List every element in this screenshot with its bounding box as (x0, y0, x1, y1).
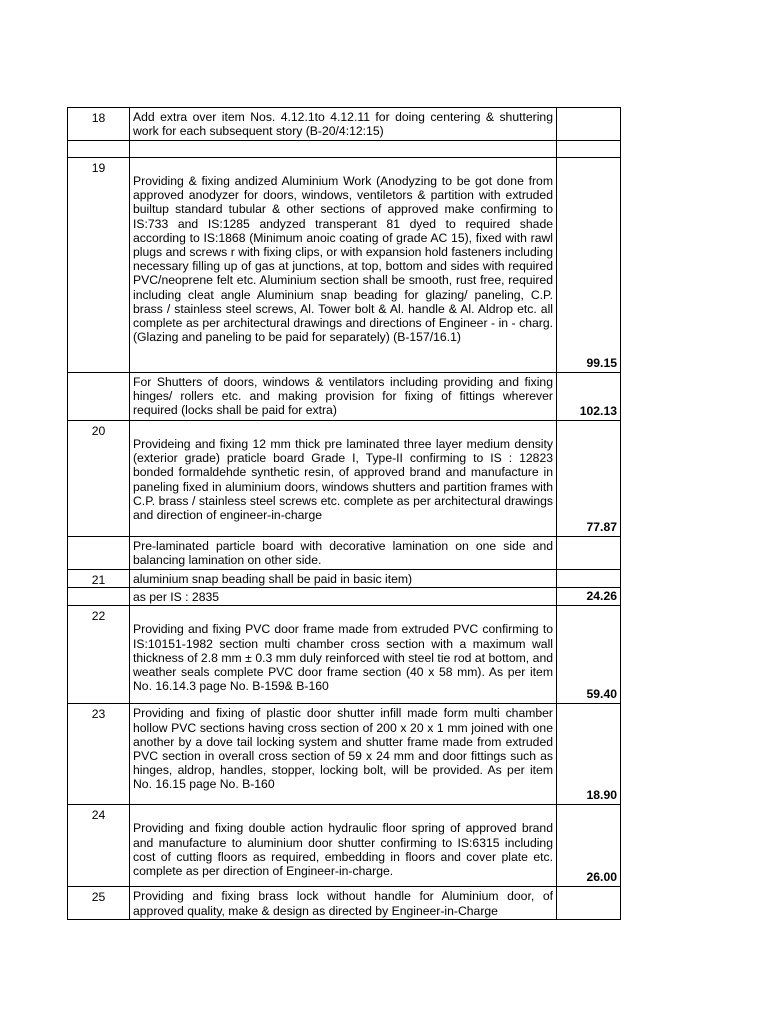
table-row (68, 570, 621, 588)
table-row (68, 373, 621, 421)
item-number-cell: 22 (68, 606, 130, 704)
table-row (68, 704, 621, 805)
description-text: as per IS : 2835 (133, 590, 220, 605)
rate-cell (557, 537, 621, 570)
description-spacer (133, 423, 553, 437)
description-cell (130, 887, 557, 919)
item-number-cell (68, 141, 130, 158)
table-row (68, 606, 621, 704)
schedule-table-body (68, 108, 621, 920)
description-cell (130, 537, 557, 570)
item-number-cell: 23 (68, 704, 130, 805)
description-text: Providing & fixing andized Aluminium Work (Anodyzing to be got done from approved anodyzer for doors, windows, ventiletors & partition with extruded builtup standard tubular & other sections of approved make confirming to IS:733 and IS:1285 andyzed transperant 81 dyed to required shade according to IS:1868 (Minimum anoic coating of grade AC 15), fixed with rawl plugs and screws r with fixing clips, or with expansion hold fasteners including necessary filling up of gas at junctions, at top, bottom and sides with required PVC/neoprene felt etc. Aluminium section shall be smooth, rust free, required including cleat angle Aluminium snap beading for glazing/ paneling, C.P. brass / stainless steel screws, Al. Tower bolt & Al. handle & Al. Aldrop etc. all complete as per architectural drawings and directions of Engineer - in - charg. (Glazing and paneling to be paid for separately) (B-157/16.1) (133, 174, 553, 345)
description-spacer (133, 608, 553, 622)
description-cell (130, 141, 557, 158)
rate-cell: 77.87 (557, 421, 621, 537)
rate-cell: 102.13 (557, 373, 621, 421)
table-row (68, 537, 621, 570)
description-text: Add extra over item Nos. 4.12.1to 4.12.11 for doing centering & shuttering work for each subsequent story (B-20/4:12:15) (133, 110, 553, 139)
rate-cell (557, 570, 621, 588)
description-cell (130, 805, 557, 887)
description-text: Providing and fixing brass lock without handle for Aluminium door, of approved quality, make & design as directed by Engineer-in-Charge (133, 889, 553, 918)
table-row (68, 887, 621, 919)
rate-cell: 59.40 (557, 606, 621, 704)
rate-cell: 26.00 (557, 805, 621, 887)
description-text: Providing and fixing of plastic door shutter infill made form multi chamber hollow PVC sections having cross section of 200 x 20 x 1 mm joined with one another by a dove tail locking system and shutter frame made from extruded PVC section in overall cross section of 59 x 24 mm and door fittings such as hinges, aldrop, handles, stopper, locking bolt, will be provided. As per item No. 16.15 page No. B-160 (133, 706, 553, 792)
rate-cell: 18.90 (557, 704, 621, 805)
rate-cell (557, 887, 621, 919)
description-cell (130, 373, 557, 421)
item-number-cell (68, 588, 130, 606)
description-text: For Shutters of doors, windows & ventilators including providing and fixing hinges/ rollers etc. and making provision for fixing of fittings wherever required (locks shall be paid for extra) (133, 375, 553, 418)
item-number-cell: 20 (68, 421, 130, 537)
description-text: Providing and fixing PVC door frame made from extruded PVC confirming to IS:10151-1982 section multi chamber cross section with a maximum wall thickness of 2.8 mm ± 0.3 mm duly reinforced with steel tie rod at bottom, and weather seals complete PVC door frame section (40 x 58 mm). As per item No. 16.14.3 page No. B-159& B-160 (133, 622, 553, 694)
description-text: Providing and fixing double action hydraulic floor spring of approved brand and manufacture to aluminium door shutter confirming to IS:6315 including cost of cutting floors as required, embedding in floors and cover plate etc. complete as per direction of Engineer-in-charge. (133, 821, 553, 879)
item-number-cell: 21 (68, 570, 130, 588)
description-text: Pre-laminated particle board with decorative lamination on one side and balancing lamination on other side. (133, 539, 553, 568)
table-row (68, 421, 621, 537)
table-row (68, 805, 621, 887)
description-cell (130, 588, 557, 606)
item-number-cell: 19 (68, 158, 130, 373)
rate-cell (557, 108, 621, 141)
rate-cell (557, 141, 621, 158)
item-number-cell (68, 537, 130, 570)
rate-cell: 99.15 (557, 158, 621, 373)
description-text: Provideing and fixing 12 mm thick pre laminated three layer medium density (exterior grade) praticle board Grade I, Type-II confirming to IS : 12823 bonded formaldehde synthetic resin, of approved brand and manufacture in paneling fixed in aluminium doors, windows shutters and partition frames with C.P. brass / stainless steel screws etc. complete as per architectural drawings and direction of engineer-in-charge (133, 437, 553, 523)
item-number-cell: 24 (68, 805, 130, 887)
description-cell (130, 606, 557, 704)
description-cell (130, 158, 557, 373)
item-number-cell: 25 (68, 887, 130, 919)
description-cell (130, 704, 557, 805)
rate-cell: 24.26 (557, 588, 621, 606)
schedule-table (67, 107, 621, 920)
table-row (68, 158, 621, 373)
description-spacer (133, 160, 553, 174)
description-cell (130, 108, 557, 141)
table-row (68, 141, 621, 158)
table-row (68, 588, 621, 606)
description-spacer (133, 807, 553, 821)
description-text: aluminium snap beading shall be paid in basic item) (133, 572, 413, 586)
description-cell (130, 570, 557, 588)
item-number-cell: 18 (68, 108, 130, 141)
table-row (68, 108, 621, 141)
description-cell (130, 421, 557, 537)
item-number-cell (68, 373, 130, 421)
